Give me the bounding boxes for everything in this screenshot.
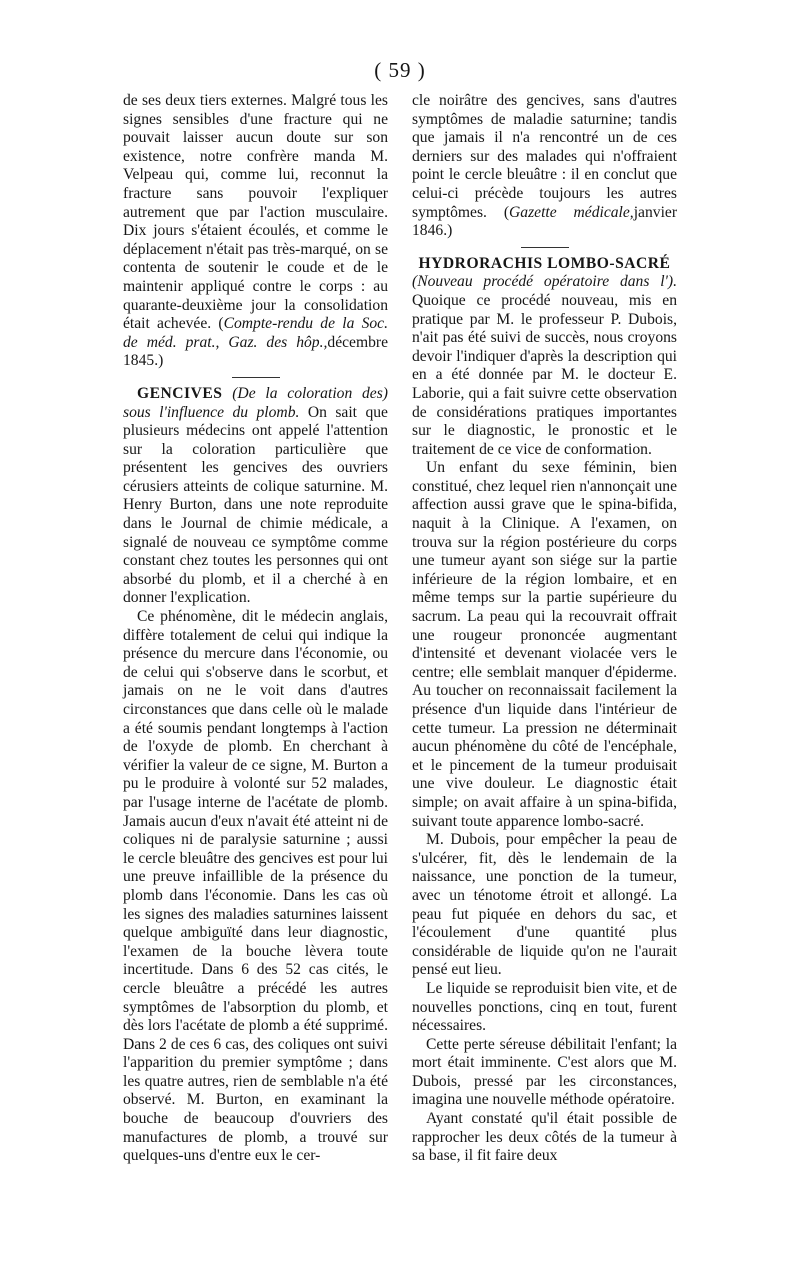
paragraph: [412, 92, 677, 241]
paragraph-text: cle noirâtre des gencives, sans d'autres symptômes de maladie saturnine; tandis que jamais il n'a rencontré un de ces derniers sur des malades qui n'offraient point le cercle bleuâtre : il en conclut que celui-ci précède toujours les autres symptômes. (: [412, 92, 677, 221]
section-subtitle: (De la coloration des) sous l'influence du plomb.: [123, 384, 388, 421]
paragraph: [123, 92, 388, 371]
page-number: ( 59 ): [374, 58, 426, 82]
paragraph: Ce phénomène, dit le médecin anglais, diffère totalement de celui qui indique la présence du mercure dans l'économie, ou de celui qui s'observe dans le scorbut, et jamais on ne le voit dans d'autres circonstances que dans celle où le malade a été soumis pendant longtemps à l'action de l'oxyde de plomb. En cherchant à vérifier la valeur de ce signe, M. Burton a pu le produire à volonté sur 52 malades, par l'usage interne de l'acétate de plomb. Jamais aucun d'eux n'avait été atteint ni de coliques ni de paralysie saturnine ; aussi le cercle bleuâtre des gencives est pour lui une preuve infaillible de la présence du plomb dans l'économie. Dans les cas où les signes des maladies saturnines laissent quelque ambiguïté dans leur diagnostic, l'examen de la bouche lèvera toute incertitude. Dans 6 des 52 cas cités, le cercle bleuâtre a précédé les autres symptômes de l'absorption du plomb, et dès lors l'acétate de plomb a été supprimé. Dans 2 de ces 6 cas, des coliques ont suivi l'apparition du premier symptôme ; dans les quatre autres, rien de semblable n'a été observé. M. Burton, en examinant la bouche de beaucoup d'ouvriers des manufactures de plomb, a trouvé sur quelques-uns d'entre eux le cer-: [123, 608, 388, 1165]
section-title: GENCIVES: [137, 384, 223, 402]
citation-date: janvier 1846.): [412, 203, 678, 240]
paragraph-text: Quoique ce procédé nouveau, mis en pratique par M. le professeur P. Dubois, n'ait pas été suivi de succès, nous croyons devoir l'indiquer d'après la description qui en a été donnée par M. le docteur E. Laborie, qui a fait suivre cette observation de considérations pratiques importantes sur le diagnostic, le pronostic et le traitement de ce vice de conformation.: [412, 291, 677, 458]
paragraph: M. Dubois, pour empêcher la peau de s'ulcérer, fit, dès le lendemain de la naissance, une ponction de la tumeur, avec un ténotome étroit et allongé. La peau fut piquée en dehors du sac, et l'écoulement d'une quantité plus considérable de liquide qu'on ne l'aurait pensé eut lieu.: [412, 831, 677, 979]
right-column: [412, 92, 677, 1166]
section-divider: [521, 247, 569, 248]
paragraph: Cette perte séreuse débilitait l'enfant; la mort était imminente. C'est alors que M. Dubois, pressé par les circonstances, imagina une nouvelle méthode opératoire.: [412, 1035, 677, 1109]
paragraph: Le liquide se reproduisit bien vite, et de nouvelles ponctions, cinq en tout, furent nécessaires.: [412, 979, 677, 1035]
citation: Gazette médicale,: [509, 203, 634, 221]
paragraph: Ayant constaté qu'il était possible de rapprocher les deux côtés de la tumeur à sa base, il fit faire deux: [412, 1110, 677, 1165]
section-divider: [232, 377, 280, 378]
section-subtitle: (Nouveau procédé opératoire dans l').: [412, 273, 677, 291]
paragraph: [412, 255, 677, 460]
citation-date: décembre 1845.): [123, 333, 388, 370]
paragraph-text: On sait que plusieurs médecins ont appelé l'attention sur la coloration particulière que présentent les gencives des ouvriers cérusiers atteints de colique saturnine. M. Henry Burton, dans une note reproduite dans le Journal de chimie médicale, a signalé de nouveau ce symptôme comme constant chez toutes les personnes qui ont absorbé du plomb, et il a cherché à en donner l'explication.: [123, 403, 388, 607]
paragraph-text: de ses deux tiers externes. Malgré tous les signes sensibles d'une fracture qui ne pouvait laisser aucun doute sur son existence, notre confrère manda M. Velpeau qui, comme lui, reconnut la fracture sans pouvoir l'expliquer autrement que par l'action musculaire. Dix jours s'étaient écoulés, et comme le déplacement n'était pas très-marqué, on se contenta de soutenir le coude et de le maintenir appliqué contre le corps : au quarante-deuxième jour la consolidation était achevée. (: [123, 92, 388, 333]
left-column: [123, 92, 388, 1166]
citation: Compte-rendu de la Soc. de méd. prat., Gaz. des hôp.,: [123, 315, 388, 351]
section-title: HYDRORACHIS LOMBO-SACRÉ: [418, 254, 671, 272]
paragraph: [123, 385, 388, 608]
paragraph: Un enfant du sexe féminin, bien constitué, chez lequel rien n'annonçait une affection aussi grave que le spina-bifida, naquit à la Clinique. A l'examen, on trouva sur la région postérieure du corps une tumeur ayant son siége sur la partie inférieure de la région lombaire, et en même temps sur la partie supérieure du sacrum. La peau qui la recouvrait offrait une rougeur prononcée augmentant d'intensité et devenant violacée vers le centre; elle semblait manquer d'épiderme. Au toucher on reconnaissait facilement la présence d'un liquide dans l'intérieur de cette tumeur. La pression ne déterminait aucun phénomène du côté de l'encéphale, et le pincement de la tumeur produisait une vive douleur. Le diagnostic était simple; on avait affaire à un spina-bifida, suivant toute apparence lombo-sacré.: [412, 459, 677, 830]
